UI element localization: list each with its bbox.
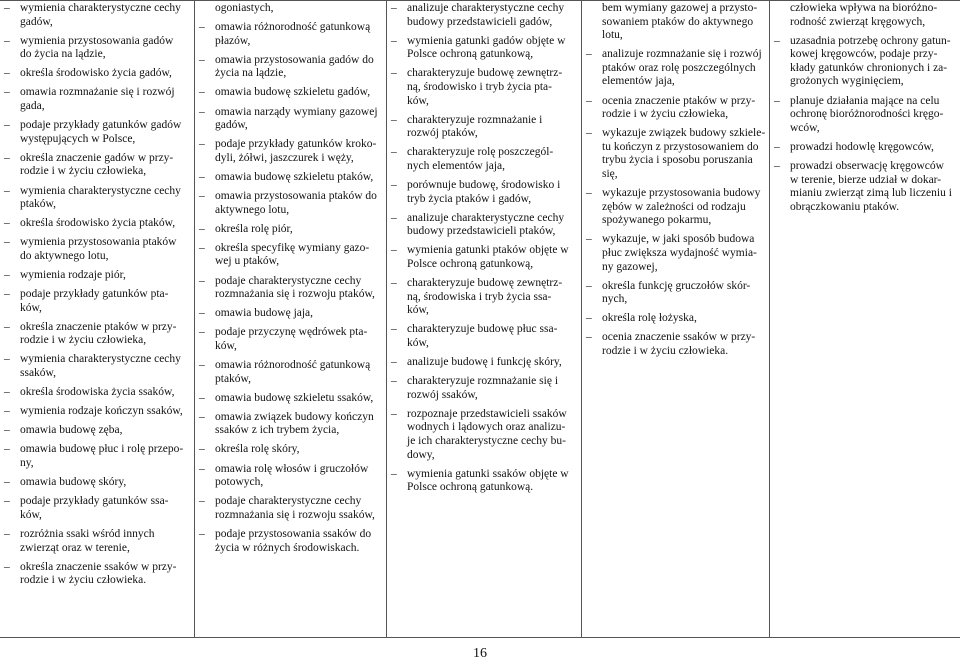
list-item (387, 67, 581, 108)
item-text-line: rodzie i w życiu człowieka, (20, 165, 147, 178)
item-text-line: – wymienia przystosowania ptaków (20, 236, 177, 249)
item-text-line: życia na lądzie, (215, 67, 287, 80)
list-item (0, 528, 194, 555)
item-text-line: – wykazuje związek budowy szkiele- (602, 127, 766, 140)
item-text-line: rozwój ssaków, (407, 388, 478, 401)
item-text-line: rodzie i w życiu człowieka. (20, 574, 147, 587)
item-text-line: spożywanego pokarmu, (602, 214, 712, 227)
item-text-line: – omawia różnorodność gatunkową (215, 358, 371, 371)
item-text-line: – określa rolę łożyska, (602, 312, 697, 325)
list-item (0, 269, 194, 283)
list-item (195, 54, 386, 81)
item-text-line: – określa środowiska życia ssaków, (20, 386, 175, 399)
item-text-line: – charakteryzuje budowę zewnętrz- (407, 277, 563, 290)
list-item (195, 495, 386, 522)
item-text-line: – omawia rolę włosów i gruczołów (215, 462, 369, 475)
item-text-line: gadów, (20, 15, 53, 28)
list-item (770, 141, 960, 155)
item-text-line: ny gazowej, (602, 260, 658, 273)
list-item (387, 2, 581, 29)
item-text-line: rozmnażania się i rozwoju ssaków, (215, 508, 375, 521)
item-text-line: ków, (215, 339, 237, 352)
item-text-line: – podaje przyczynę wędrówek pta- (215, 326, 368, 339)
item-text-line: – wymienia gatunki ssaków objęte w (407, 467, 569, 480)
item-text-line: lotu, (602, 29, 623, 42)
item-text-line: – omawia budowę szkieletu gadów, (215, 86, 371, 99)
item-text-line: życia w różnych środowiskach. (215, 541, 360, 554)
item-text-line: Polsce ochroną gatunkową, (407, 258, 534, 270)
page-number: 16 (473, 646, 487, 661)
list-item (387, 114, 581, 141)
list-item (0, 443, 194, 470)
list-item (0, 217, 194, 231)
continued-list-item (195, 2, 386, 16)
continued-list-item (770, 2, 960, 29)
item-text-line: budowy przedstawicieli gadów, (407, 15, 553, 28)
item-text-line: – określa rolę piór, (215, 222, 293, 235)
item-text-line: – określa znaczenie gadów w przy- (20, 151, 174, 164)
item-text-line: rozmnażania się i rozwoju ptaków, (215, 288, 375, 301)
list-item (387, 375, 581, 402)
list-item (0, 495, 194, 522)
item-text-line: – rozpoznaje przedstawicieli ssaków (407, 407, 567, 420)
list-item (387, 35, 581, 62)
item-text-line: elementów jaja, (602, 75, 675, 88)
list-item (0, 2, 194, 29)
item-text-line: – podaje charakterystyczne cechy (215, 274, 362, 287)
item-text-line: – analizuje charakterystyczne cechy (407, 211, 565, 224)
item-text-line: występujących w Polsce, (20, 132, 136, 145)
item-text-line: ochronę bioróżnorodności kręgo- (790, 108, 944, 121)
item-text-line: bem wymiany gazowej a przysto- (602, 2, 758, 14)
item-text-line: – określa specyfikę wymiany gazo- (215, 241, 370, 254)
item-text-line: – rozróżnia ssaki wśród innych (20, 527, 155, 540)
list-item (582, 280, 769, 307)
list-item (0, 152, 194, 179)
list-item (195, 275, 386, 302)
item-text-line: rodność zwierząt kręgowych, (790, 15, 926, 28)
item-text-line: – określa funkcję gruczołów skór- (602, 279, 751, 292)
item-text-line: – określa środowisko życia gadów, (20, 67, 172, 80)
item-text-line: – charakteryzuje budowę zewnętrz- (407, 67, 563, 80)
list-item (0, 236, 194, 263)
item-text-line: – wymienia przystosowania gadów (20, 34, 174, 47)
item-text-line: gadów, (215, 119, 248, 132)
item-text-line: gada, (20, 100, 45, 113)
item-text-line: – określa znaczenie ptaków w przy- (20, 320, 177, 333)
item-text-line: trybu życia i sposobu poruszania (602, 154, 753, 167)
item-text-line: ków, (407, 304, 429, 317)
item-text-line: ptaków, (20, 198, 56, 211)
list-item (387, 277, 581, 318)
item-text-line: – ocenia znaczenie ptaków w przy- (602, 94, 756, 107)
item-text-line: ków, (407, 336, 429, 349)
item-text-line: ptaków, (215, 372, 251, 385)
list-item (387, 408, 581, 462)
list-item (0, 405, 194, 419)
list-item (195, 326, 386, 353)
list-item (0, 321, 194, 348)
list-item (195, 307, 386, 321)
item-text-line: Polsce ochroną gatunkową. (407, 481, 534, 494)
column-5 (769, 1, 960, 637)
item-text-line: w terenie, bierze udział w dokar- (790, 173, 942, 186)
item-text-line: do życia na lądzie, (20, 48, 106, 61)
item-text-line: mianiu zwierząt zimą lub liczeniu i (790, 187, 952, 200)
item-text-line: – wymienia charakterystyczne cechy (20, 2, 181, 14)
item-text-line: wodnych i lądowych oraz analizu- (407, 421, 566, 434)
list-item (770, 95, 960, 136)
item-text-line: – prowadzi hodowlę kręgowców, (790, 140, 934, 153)
item-text-line: – podaje charakterystyczne cechy (215, 495, 362, 508)
item-text-line: – wymienia rodzaje kończyn ssaków, (20, 405, 183, 418)
list-item (195, 443, 386, 457)
continued-list-item (582, 2, 769, 43)
item-text-line: – omawia różnorodność gatunkową (215, 21, 371, 34)
list-item (195, 242, 386, 269)
list-item (195, 138, 386, 165)
item-text-line: – omawia budowę szkieletu ptaków, (215, 170, 374, 183)
item-text-line: – omawia rozmnażanie się i rozwój (20, 86, 175, 99)
item-text-line: dowy, (407, 448, 435, 461)
item-text-line: – omawia narządy wymiany gazowej (215, 105, 378, 118)
item-text-line: – charakteryzuje rozmnażanie się i (407, 375, 559, 388)
item-text-line: ogoniastych, (215, 2, 274, 14)
list-item (387, 146, 581, 173)
item-text-line: rodzie i w życiu człowieka, (20, 334, 147, 347)
list-item (195, 106, 386, 133)
list-item (582, 312, 769, 326)
item-text-line: ssaków z ich trybem życia, (215, 424, 340, 437)
list-item (387, 468, 581, 495)
item-text-line: obrączkowaniu ptaków. (790, 200, 900, 213)
item-text-line: – określa środowisko życia ptaków, (20, 217, 176, 230)
item-text-line: – określa rolę skóry, (215, 443, 300, 456)
item-text-line: – planuje działania mające na celu (790, 94, 940, 107)
list-item (0, 561, 194, 588)
list-item (195, 528, 386, 555)
item-text-line: – omawia budowę płuc i rolę przepo- (20, 443, 184, 456)
list-item (582, 127, 769, 181)
list-item (195, 392, 386, 406)
item-text-line: – wymienia charakterystyczne cechy (20, 184, 181, 197)
list-item (195, 223, 386, 237)
item-text-line: – omawia przystosowania gadów do (215, 53, 374, 66)
item-text-line: kowej kręgowców, podaje przy- (790, 48, 938, 61)
item-text-line: – określa znaczenie ssaków w przy- (20, 560, 177, 573)
item-text-line: – wymienia gatunki gadów objęte w (407, 34, 566, 47)
list-item (195, 171, 386, 185)
item-text-line: je ich charakterystyczne cechy bu- (407, 435, 566, 448)
item-text-line: – charakteryzuje budowę płuc ssa- (407, 323, 558, 336)
item-text-line: rodzie i w życiu człowieka. (602, 345, 729, 358)
item-text-line: wców, (790, 121, 820, 134)
item-text-line: nych, (602, 293, 628, 306)
item-text-line: – wykazuje, w jaki sposób budowa (602, 233, 755, 246)
list-item (195, 21, 386, 48)
list-item (0, 67, 194, 81)
item-text-line: ków, (20, 301, 42, 314)
item-text-line: – podaje przykłady gatunków gadów (20, 119, 182, 132)
item-text-line: – prowadzi obserwację kręgowców (790, 159, 944, 172)
list-item (195, 359, 386, 386)
column-3 (386, 1, 581, 637)
item-text-line: – omawia przystosowania ptaków do (215, 190, 377, 203)
item-text-line: – podaje przystosowania ssaków do (215, 527, 372, 540)
item-text-line: kłady gatunków chronionych i za- (790, 61, 948, 74)
item-text-line: budowy przedstawicieli ptaków, (407, 225, 556, 238)
item-text-line: aktywnego lotu, (215, 203, 290, 216)
list-item (195, 463, 386, 490)
item-text-line: ptaków oraz rolę poszczególnych (602, 61, 756, 74)
item-text-line: – uzasadnia potrzebę ochrony gatun- (790, 34, 951, 47)
item-text-line: – omawia budowę jaja, (215, 307, 314, 320)
item-text-line: rozwój ptaków, (407, 127, 478, 140)
list-item (195, 86, 386, 100)
list-item (582, 233, 769, 274)
item-text-line: ną, środowiska i tryb życia ssa- (407, 290, 552, 303)
item-text-line: – omawia budowę szkieletu ssaków, (215, 391, 374, 404)
list-item (770, 160, 960, 214)
column-2 (194, 1, 386, 637)
item-text-line: – podaje przykłady gatunków ssa- (20, 495, 169, 508)
item-text-line: – charakteryzuje rolę poszczegól- (407, 146, 554, 159)
list-item (387, 212, 581, 239)
item-text-line: ną, środowisko i tryb życia pta- (407, 80, 552, 93)
item-text-line: – podaje przykłady gatunków kroko- (215, 138, 377, 151)
list-item (387, 244, 581, 271)
list-item (582, 187, 769, 228)
item-text-line: – charakteryzuje rozmnażanie i (407, 113, 543, 126)
list-item (0, 119, 194, 146)
item-text-line: dyli, żółwi, jaszczurek i węży, (215, 151, 354, 164)
item-text-line: zwierząt oraz w terenie, (20, 541, 130, 554)
item-text-line: ków, (407, 94, 429, 107)
list-item (582, 48, 769, 89)
list-item (195, 190, 386, 217)
item-text-line: ny, (20, 457, 34, 470)
item-text-line: – wykazuje przystosowania budowy (602, 187, 761, 200)
item-text-line: potowych, (215, 476, 264, 489)
list-item (0, 424, 194, 438)
list-item (387, 356, 581, 370)
list-item (582, 95, 769, 122)
item-text-line: – omawia budowę skóry, (20, 476, 127, 489)
item-text-line: tu kończyn z przystosowaniem do (602, 140, 759, 153)
item-text-line: człowieka wpływa na bioróżno- (790, 2, 938, 14)
item-text-line: – analizuje charakterystyczne cechy (407, 2, 565, 14)
item-text-line: wej u ptaków, (215, 255, 280, 268)
list-item (0, 86, 194, 113)
item-text-line: rodzie i w życiu człowieka, (602, 108, 729, 121)
list-item (0, 185, 194, 212)
item-text-line: – omawia budowę zęba, (20, 424, 123, 437)
item-text-line: – omawia związek budowy kończyn (215, 410, 374, 423)
list-item (770, 35, 960, 89)
list-item (0, 386, 194, 400)
column-4 (581, 1, 769, 637)
item-text-line: – podaje przykłady gatunków pta- (20, 288, 169, 301)
list-item (387, 323, 581, 350)
item-text-line: – wymienia charakterystyczne cechy (20, 353, 181, 366)
item-text-line: ssaków, (20, 367, 56, 380)
item-text-line: się, (602, 168, 618, 181)
item-text-line: – wymienia rodzaje piór, (20, 269, 126, 281)
item-text-line: ków, (20, 508, 42, 521)
item-text-line: zębów w zależności od rodzaju (602, 200, 746, 213)
column-1 (0, 1, 194, 637)
item-text-line: płazów, (215, 34, 251, 47)
item-text-line: – wymienia gatunki ptaków objęte w (407, 244, 569, 257)
list-item (0, 35, 194, 62)
item-text-line: grożonych wyginięciem, (790, 75, 904, 88)
list-item (0, 353, 194, 380)
item-text-line: nych elementów jaja, (407, 159, 506, 172)
list-item (582, 331, 769, 358)
list-item (387, 179, 581, 206)
list-item (0, 476, 194, 490)
item-text-line: tryb życia ptaków i gadów, (407, 192, 532, 205)
list-item (0, 288, 194, 315)
item-text-line: Polsce ochroną gatunkową, (407, 48, 534, 61)
item-text-line: do aktywnego lotu, (20, 249, 109, 262)
item-text-line: – analizuje rozmnażanie się i rozwój (602, 48, 762, 61)
item-text-line: – porównuje budowę, środowisko i (407, 179, 561, 192)
item-text-line: – analizuje budowę i funkcję skóry, (407, 356, 562, 369)
item-text-line: sowaniem ptaków do aktywnego (602, 15, 754, 28)
list-item (195, 411, 386, 438)
item-text-line: – ocenia znaczenie ssaków w przy- (602, 331, 756, 344)
item-text-line: płuc zwiększa wydajność wymia- (602, 247, 757, 259)
